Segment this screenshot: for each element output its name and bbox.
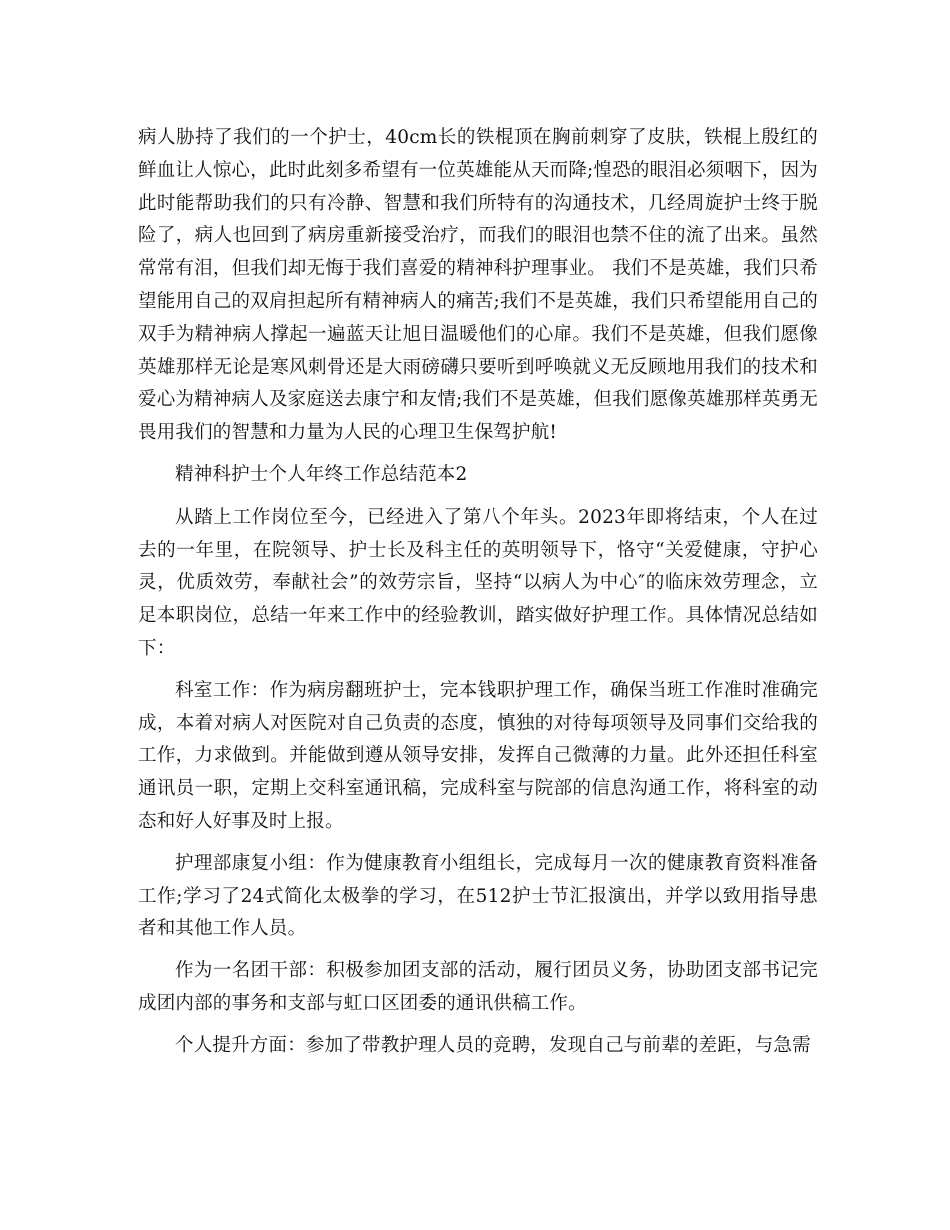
paragraph-department-work: 科室工作：作为病房翻班护士，完本钱职护理工作，确保当班工作准时准确完成，本着对病人对医院对自己负责的态度，慎独的对待每项领导及同事们交给我的工作，力求做到。并能做到遵从领导安排，发挥自己微薄的力量。此外还担任科室通讯员一职，定期上交科室通讯稿，完成科室与院部的信息沟通工作，将科室的动态和好人好事及时上报。: [138, 679, 818, 832]
paragraph-rehab-group: 护理部康复小组：作为健康教育小组组长，完成每月一次的健康教育资料准备工作;学习了24式简化太极拳的学习，在512护士节汇报演出，并学以致用指导患者和其他工作人员。: [138, 852, 818, 940]
document-body: [138, 122, 818, 1072]
paragraph-personal-improvement: 个人提升方面：参加了带教护理人员的竞聘，发现自己与前辈的差距，与急需: [175, 1034, 811, 1056]
paragraph-intro: 从踏上工作岗位至今，已经进入了第八个年头。2023年即将结束，个人在过去的一年里，在院领导、护士长及科主任的英明领导下，恪守“关爱健康，守护心灵，优质效劳，奉献社会”的效劳宗旨，坚持“以病人为中心″的临床效劳理念，立足本职岗位，总结一年来工作中的经验教训，踏实做好护理工作。具体情况总结如下：: [138, 506, 818, 659]
paragraph-continuation: 病人胁持了我们的一个护士，40cm长的铁棍顶在胸前刺穿了皮肤，铁棍上殷红的鲜血让人惊心，此时此刻多希望有一位英雄能从天而降;惶恐的眼泪必须咽下，因为此时能帮助我们的只有冷静、智慧和我们所特有的沟通技术，几经周旋护士终于脱险了，病人也回到了病房重新接受治疗，而我们的眼泪也禁不住的流了出来。虽然常常有泪，但我们却无悔于我们喜爱的精神科护理事业。 我们不是英雄，我们只希望能用自己的双肩担起所有精神病人的痛苦;我们不是英雄，我们只希望能用自己的双手为精神病人撑起一遍蓝天让旭日温暖他们的心扉。我们不是英雄，但我们愿像英雄那样无论是寒风刺骨还是大雨磅礴只要听到呼唤就义无反顾地用我们的技术和爱心为精神病人及家庭送去康宁和友情;我们不是英雄，但我们愿像英雄那样英勇无畏用我们的智慧和力量为人民的心理卫生保驾护航!: [138, 127, 818, 444]
section-title: 精神科护士个人年终工作总结范本2: [175, 463, 468, 485]
paragraph-league-cadre: 作为一名团干部：积极参加团支部的活动，履行团员义务，协助团支部书记完成团内部的事务和支部与虹口区团委的通讯供稿工作。: [138, 960, 818, 1014]
